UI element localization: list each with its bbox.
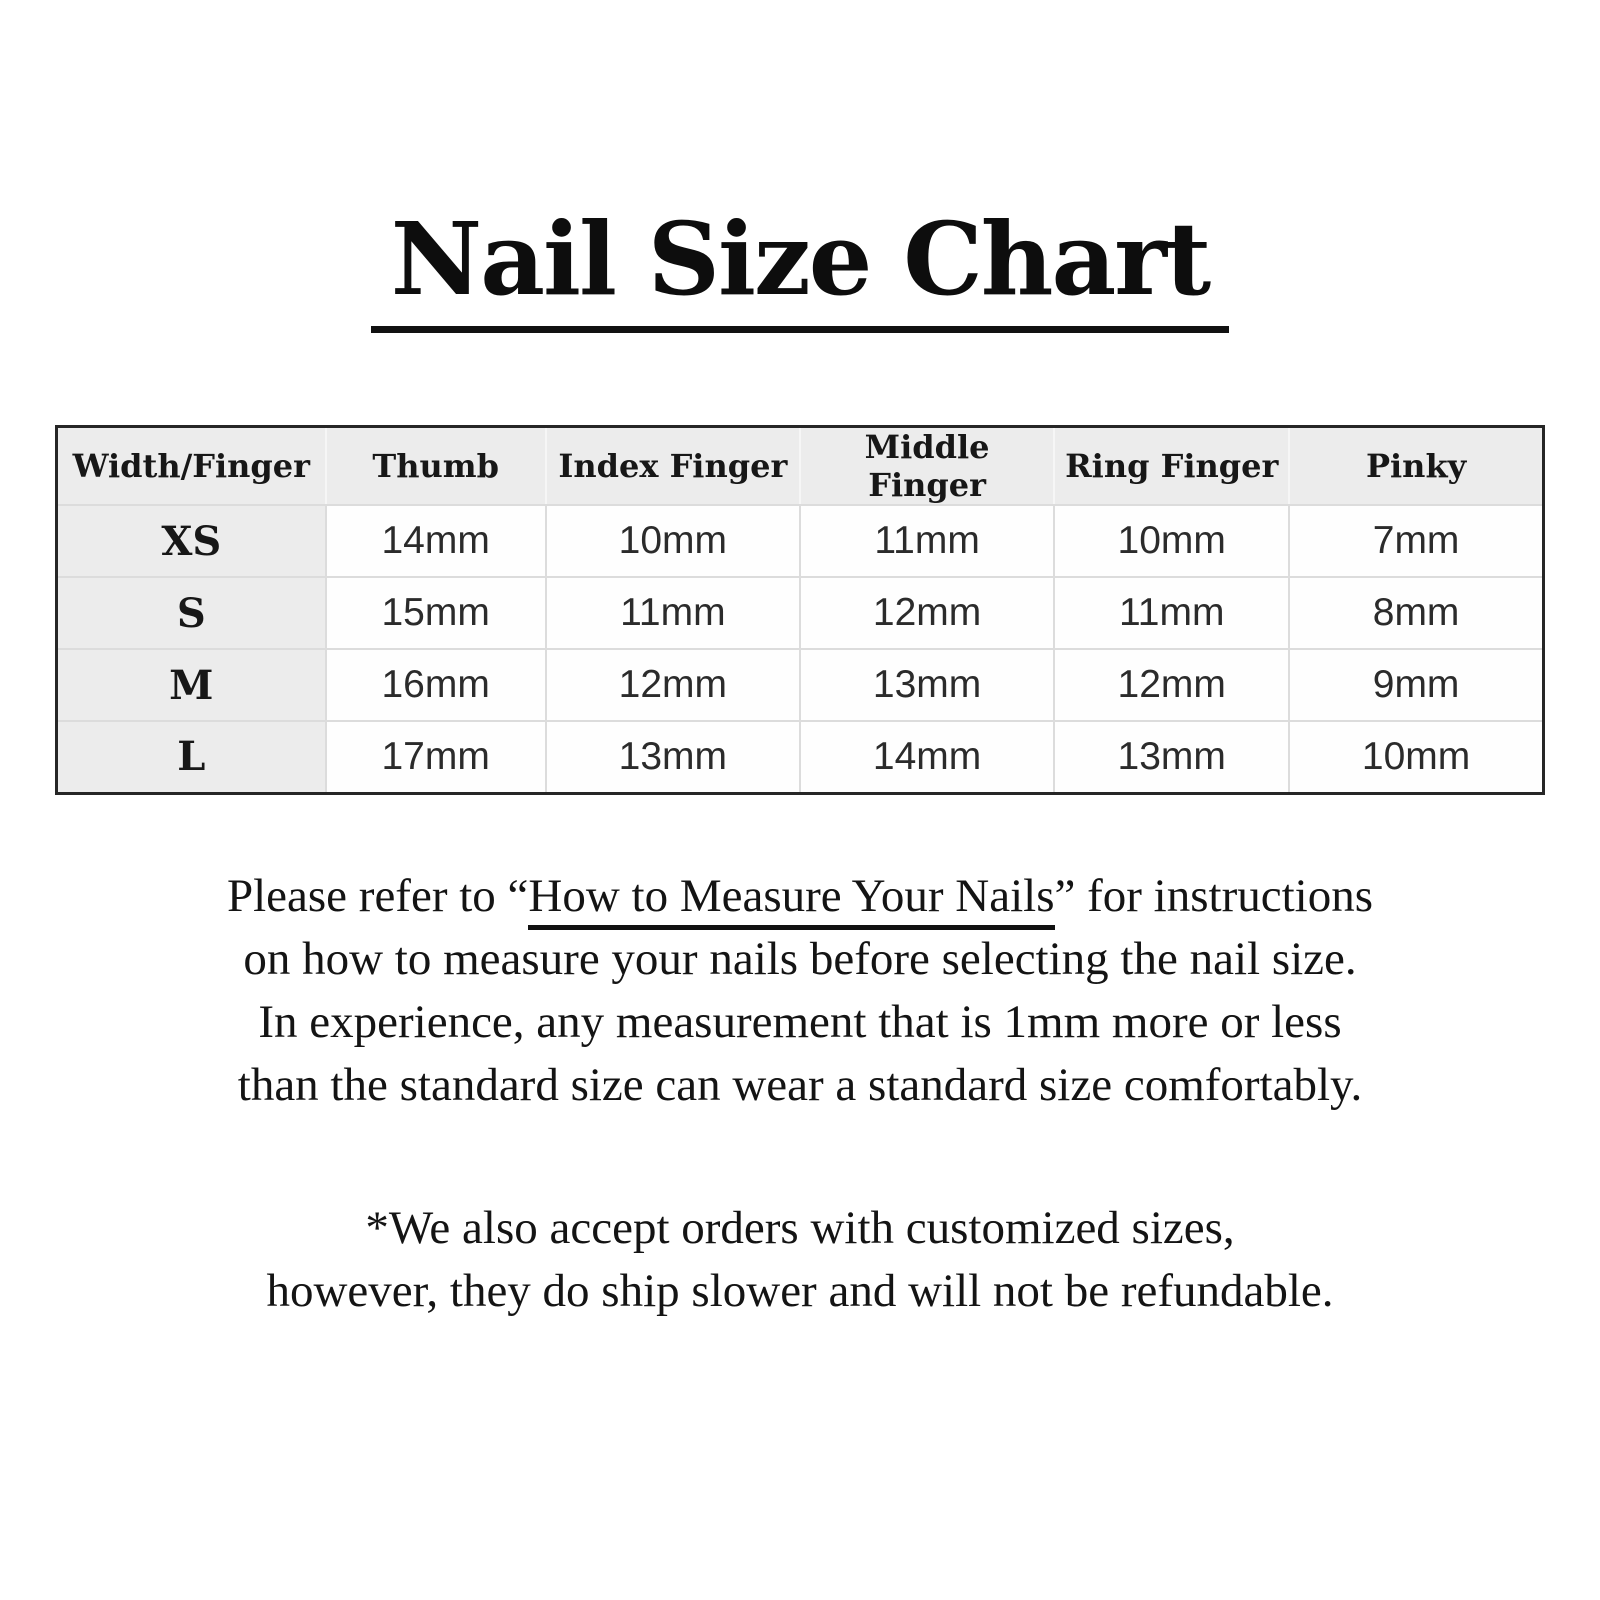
title-section — [0, 0, 1600, 333]
size-cell: 8mm — [1289, 577, 1543, 649]
size-cell: 16mm — [326, 649, 546, 721]
size-cell: 10mm — [1289, 721, 1543, 793]
instructions-paragraph — [0, 865, 1600, 1117]
row-label-m: M — [57, 649, 326, 721]
note-line: however, they do ship slower and will not be refundable. — [266, 1264, 1334, 1317]
size-cell: 13mm — [1054, 721, 1289, 793]
size-cell: 11mm — [800, 505, 1054, 577]
size-cell: 14mm — [800, 721, 1054, 793]
size-cell: 15mm — [326, 577, 546, 649]
note-paragraph — [0, 1197, 1600, 1323]
instruction-line: than the standard size can wear a standard size comfortably. — [237, 1058, 1363, 1111]
size-cell: 10mm — [546, 505, 800, 577]
size-cell: 13mm — [546, 721, 800, 793]
column-header-middle-finger: Middle Finger — [800, 427, 1054, 506]
size-cell: 10mm — [1054, 505, 1289, 577]
note-line: *We also accept orders with customized sizes, — [365, 1201, 1235, 1254]
row-label-s: S — [57, 577, 326, 649]
size-cell: 7mm — [1289, 505, 1543, 577]
instruction-text: ” for instructions — [1054, 869, 1374, 922]
column-header-index-finger: Index Finger — [546, 427, 800, 506]
table-row — [57, 721, 1544, 793]
instruction-line: on how to measure your nails before selecting the nail size. — [243, 932, 1357, 985]
column-header-thumb: Thumb — [326, 427, 546, 506]
header-row — [57, 427, 1544, 506]
instruction-line — [0, 865, 1600, 928]
size-cell: 9mm — [1289, 649, 1543, 721]
instruction-text: Please refer to “ — [226, 869, 529, 922]
size-cell: 12mm — [1054, 649, 1289, 721]
page-title: Nail Size Chart — [371, 208, 1229, 333]
size-cell: 14mm — [326, 505, 546, 577]
table-row — [57, 649, 1544, 721]
instruction-line: In experience, any measurement that is 1mm more or less — [258, 995, 1342, 1048]
table-row — [57, 505, 1544, 577]
table-row — [57, 577, 1544, 649]
size-cell: 12mm — [546, 649, 800, 721]
measure-nails-reference: How to Measure Your Nails — [528, 870, 1054, 930]
size-cell: 12mm — [800, 577, 1054, 649]
size-cell: 13mm — [800, 649, 1054, 721]
column-header-ring-finger: Ring Finger — [1054, 427, 1289, 506]
size-cell: 11mm — [1054, 577, 1289, 649]
size-cell: 11mm — [546, 577, 800, 649]
column-header-pinky: Pinky — [1289, 427, 1543, 506]
size-cell: 17mm — [326, 721, 546, 793]
row-label-xs: XS — [57, 505, 326, 577]
row-label-l: L — [57, 721, 326, 793]
size-table — [55, 425, 1545, 795]
column-header-width-finger: Width/Finger — [57, 427, 326, 506]
